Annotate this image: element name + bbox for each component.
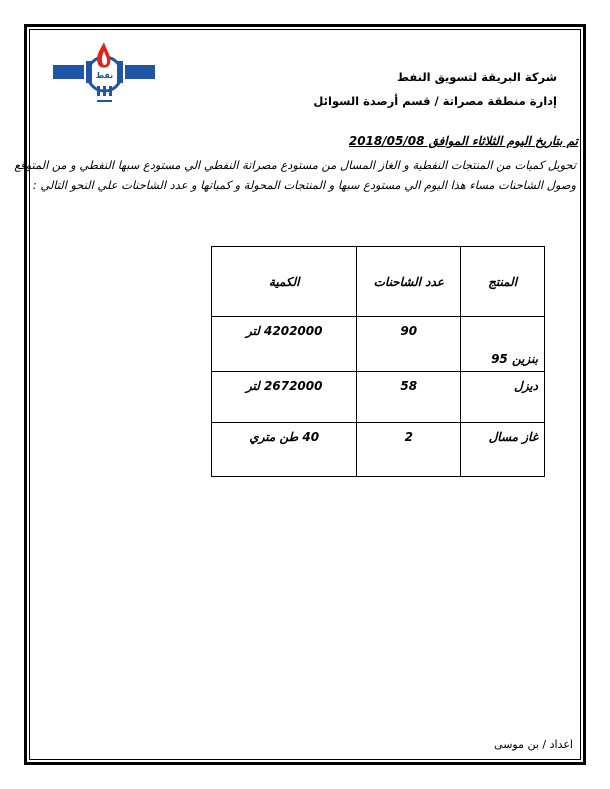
- header-trucks: عدد الشاحنات: [357, 247, 461, 317]
- company-name: شركة البريقة لتسويق النفط: [397, 70, 557, 84]
- cell-trucks: 58: [357, 372, 461, 423]
- header-product: المنتج: [461, 247, 545, 317]
- report-date: تم بتاريخ اليوم الثلاثاء الموافق 2018/05/08: [348, 134, 578, 148]
- table-row: [212, 423, 545, 477]
- logo-bar-right: [125, 65, 155, 79]
- logo-base-2: [103, 86, 106, 96]
- cell-trucks: 90: [357, 317, 461, 372]
- company-logo: [53, 40, 155, 112]
- table-row: [212, 372, 545, 423]
- products-table: [211, 246, 545, 477]
- cell-trucks: 2: [357, 423, 461, 477]
- cell-quantity: 40 طن متري: [212, 423, 357, 477]
- body-line-2: وصول الشاحنات مساء هذا اليوم الي مستودع سبها و المنتجات المحولة و كمياتها و عدد الشاحنات علي النحو التالي :: [32, 178, 576, 192]
- logo-base-3: [109, 86, 112, 96]
- prepared-by: اعداد / بن موسى: [494, 738, 573, 751]
- department-name: إدارة منطقة مصراتة / قسم أرصدة السوائل: [313, 94, 557, 108]
- table-row: [212, 317, 545, 372]
- cell-product: ديزل: [461, 372, 545, 423]
- logo-base-line: [97, 100, 112, 102]
- header-quantity: الكمية: [212, 247, 357, 317]
- cell-quantity: 2672000 لتر: [212, 372, 357, 423]
- body-line-1: تحويل كميات من المنتجات النفطية و الغاز المسال من مستودع مصراتة النفطي الي مستودع سبها النفطي و من المتوقع: [14, 158, 576, 172]
- logo-base-1: [97, 86, 100, 96]
- logo-text: نفط: [95, 71, 114, 80]
- cell-quantity: 4202000 لتر: [212, 317, 357, 372]
- logo-bar-left: [53, 65, 84, 79]
- cell-product: غاز مسال: [461, 423, 545, 477]
- report-body: [14, 155, 576, 195]
- cell-product: بنزين 95: [461, 317, 545, 372]
- table-header-row: [212, 247, 545, 317]
